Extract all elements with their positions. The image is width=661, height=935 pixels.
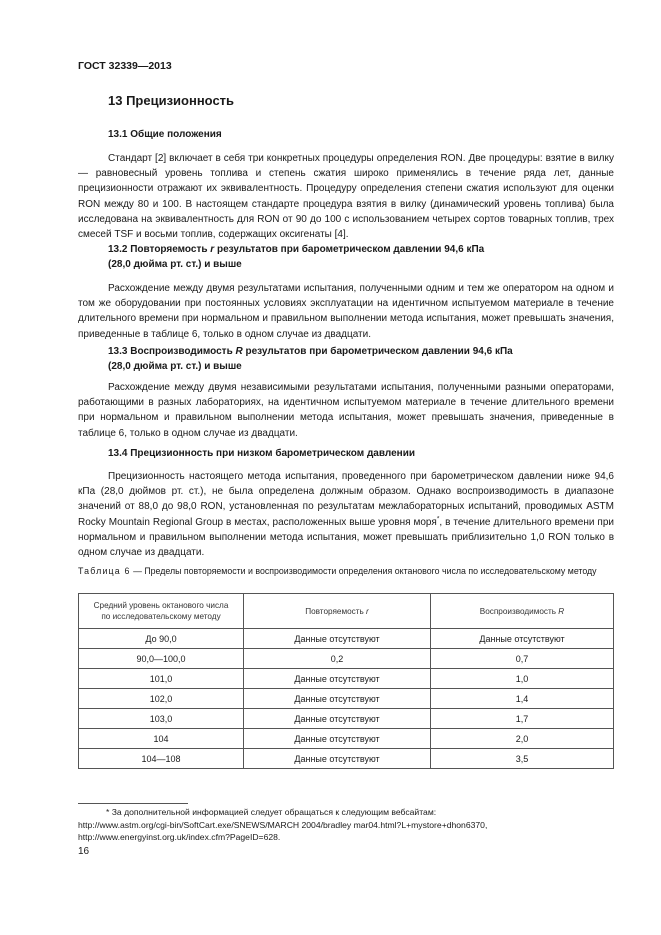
table-cell: Данные отсутствуют [244, 689, 431, 709]
header-line: по исследовательскому методу [101, 612, 221, 621]
subsection-13-4-text [78, 469, 614, 560]
table-row [79, 689, 614, 709]
table-cell: 90,0—100,0 [79, 649, 244, 669]
subsection-13-3-text: Расхождение между двумя независимыми результатами испытания, полученными разными операторами, работающими в разных лабораториях, на идентичном испытуемом материале в течение длительного времени при нормальном и правильном выполнении метода испытания, может превышать значения, приведенные в таблице 6, только в одном случае из двадцати. [78, 382, 614, 439]
column-header-reproducibility [431, 594, 614, 629]
caption-label: Таблица 6 [78, 566, 131, 576]
table-cell: Данные отсутствуют [244, 749, 431, 769]
document-header: ГОСТ 32339—2013 [78, 60, 172, 72]
title-variable: r [210, 244, 215, 255]
title-part: 13.3 Воспроизводимость [108, 346, 236, 357]
table-cell: До 90,0 [79, 629, 244, 649]
header-text: Повторяемость [305, 606, 367, 616]
table-row [79, 669, 614, 689]
table-cell: Данные отсутствуют [244, 729, 431, 749]
title-line2: (28,0 дюйма рт. ст.) и выше [108, 258, 242, 270]
table-cell: 3,5 [431, 749, 614, 769]
text-part: Прецизионность настоящего метода испытания, проведенного при барометрическом давлении ниже 94,6 кПа (28,0 дюймов рт. ст.), не была определена должным образом. Однако воспроизводимость в диапазоне значений от 88,0 до 98,0 RON, установленная по результатам межлабораторных испытаний, проводимых ASTM Rocky Mountain Regional Group в местах, расположенных выше уровня моря [78, 471, 614, 528]
footnote [78, 806, 638, 844]
table-cell: Данные отсутствуют [431, 629, 614, 649]
table-cell: 1,7 [431, 709, 614, 729]
table-cell: 1,4 [431, 689, 614, 709]
title-part: результатов при барометрическом давлении 94,6 кПа [214, 244, 485, 255]
subsection-13-2-title [108, 243, 484, 272]
header-line: Средний уровень октанового числа [93, 601, 229, 610]
table-cell: 0,7 [431, 649, 614, 669]
footnote-divider [78, 803, 188, 804]
table-row [79, 709, 614, 729]
title-part: результатов при барометрическом давлении 94,6 кПа [242, 346, 513, 357]
title-variable: R [235, 346, 243, 357]
table-cell: 1,0 [431, 669, 614, 689]
table-cell: 104 [79, 729, 244, 749]
header-text: Воспроизводимость [479, 606, 559, 616]
table-header-row [79, 594, 614, 629]
table-row [79, 649, 614, 669]
subsection-13-1-text: Стандарт [2] включает в себя три конкретных процедуры определения RON. Две процедуры: взятие в вилку — равновесный уровень топлива и степень сжатия широко применялись в течение ряда лет, данные прецизионности отражают их эквивалентность. Процедуру определения степени сжатия используют для оценки RON между 80 и 100. В настоящем стандарте процедура взятия в вилку (динамический уровень топлива) была исследована на эквивалентность для RON от 90 до 100 с использованием четырех сортов товарных топлив, трех смесей TSF и восьми топлив, содержащих оксигенаты [4]. [78, 153, 614, 241]
table-row [79, 749, 614, 769]
table-cell: 104—108 [79, 749, 244, 769]
table-cell: Данные отсутствуют [244, 709, 431, 729]
table-cell: 0,2 [244, 649, 431, 669]
table-cell: Данные отсутствуют [244, 629, 431, 649]
table-row [79, 629, 614, 649]
subsection-13-3-title [108, 345, 513, 374]
subsection-13-2-text: Расхождение между двумя результатами испытания, полученными одним и тем же оператором на одном и том же оборудовании при постоянных условиях эксплуатации на идентичном испытуемом материале в течение длительного времени при нормальном и правильном выполнении метода испытания, может превышать значения, приведенные в таблице 6, только в одном случае из двадцати. [78, 283, 614, 340]
table-cell: Данные отсутствуют [244, 669, 431, 689]
text-part: , в течение длительного времени при нормальном и правильном выполнении метода испытания, может превышать приблизительно 1,0 RON только в одном случае из двадцати. [78, 516, 614, 559]
footnote-mark: * [436, 515, 440, 523]
table-cell: 101,0 [79, 669, 244, 689]
table-cell: 103,0 [79, 709, 244, 729]
page-number: 16 [78, 846, 90, 857]
section-title: 13 Прецизионность [108, 93, 235, 108]
header-variable: r [366, 606, 369, 616]
footnote-link[interactable]: http://www.astm.org/cgi-bin/SoftCart.exe/SNEWS/MARCH 2004/bradley mar04.html?L+mystore+dhon6370, [78, 819, 488, 830]
precision-table [78, 593, 614, 769]
footnote-link[interactable]: http://www.energyinst.org.uk/index.cfm?PageID=628. [78, 832, 281, 842]
table-caption [78, 565, 618, 577]
title-line2: (28,0 дюйма рт. ст.) и выше [108, 360, 242, 372]
column-header-repeatability [244, 594, 431, 629]
subsection-13-1-title: 13.1 Общие положения [108, 129, 222, 140]
subsection-13-4-title: 13.4 Прецизионность при низком барометрическом давлении [108, 448, 415, 459]
table-row [79, 729, 614, 749]
table-cell: 102,0 [79, 689, 244, 709]
column-header-ron-level [79, 594, 244, 629]
footnote-line: * За дополнительной информацией следует обращаться к следующим вебсайтам: [106, 807, 437, 817]
table-cell: 2,0 [431, 729, 614, 749]
title-part: 13.2 Повторяемость [108, 244, 211, 255]
header-variable: R [558, 606, 565, 616]
caption-text: — Пределы повторяемости и воспроизводимости определения октанового числа по исследовательскому методу [130, 566, 597, 576]
